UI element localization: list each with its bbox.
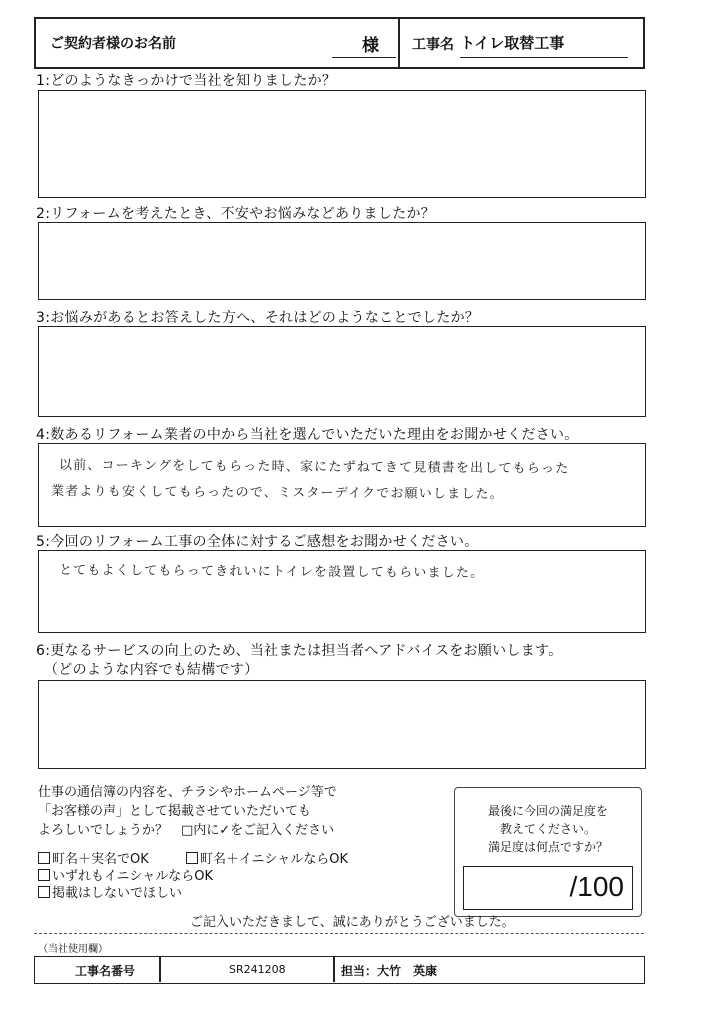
header-divider bbox=[398, 19, 400, 67]
permission-text bbox=[38, 783, 337, 840]
kouji-value: トイレ取替工事 bbox=[460, 34, 565, 52]
sama-label: 様 bbox=[362, 36, 379, 56]
satisfaction-prompt bbox=[455, 802, 641, 856]
cut-line bbox=[34, 933, 644, 934]
question-5-answer-line-1: とてもよくしてもらってきれいにトイレを設置してもらいました。 bbox=[58, 563, 485, 581]
office-use-table bbox=[34, 956, 645, 984]
permission-line-2: 「お客様の声」として掲載させていただいても bbox=[38, 804, 312, 819]
question-3-label: 3:お悩みがあるとお答えした方へ、それはどのようなことでしたか？ bbox=[36, 310, 480, 326]
question-4-answer-box[interactable] bbox=[38, 443, 646, 527]
option-town-initial-label: 町名＋イニシャルならOK bbox=[200, 852, 348, 867]
customer-header bbox=[34, 17, 645, 69]
question-3-answer-box[interactable] bbox=[38, 326, 646, 417]
footer-divider-1 bbox=[159, 957, 161, 982]
kouji-number-label: 工事名番号 bbox=[75, 964, 136, 978]
question-5-label: 5:今回のリフォーム工事の全体に対するご感想をお聞かせください。 bbox=[36, 534, 479, 550]
question-2-answer-box[interactable] bbox=[38, 222, 646, 300]
permission-line-1: 仕事の通信簿の内容を、チラシやホームページ等で bbox=[38, 785, 337, 800]
question-6-answer-box[interactable] bbox=[38, 680, 646, 769]
checkbox-town-initial[interactable] bbox=[186, 852, 198, 864]
option-real-name-label: 町名＋実名でOK bbox=[52, 852, 149, 867]
question-4-answer-line-1: 以前、コーキングをしてもらった時、家にたずねてきて見積書を出してもらった bbox=[58, 458, 570, 477]
customer-name-line bbox=[332, 57, 396, 58]
question-6-label: 6:更なるサービスの向上のため、当社または担当者へアドバイスをお願いします。 bbox=[36, 643, 563, 659]
thanks-message: ご記入いただきまして、誠にありがとうございました。 bbox=[190, 915, 515, 930]
question-4-answer-line-2: 業者よりも安くしてもらったので、ミスターデイクでお願いしました。 bbox=[50, 484, 505, 503]
satisfaction-line-3: 満足度は何点ですか？ bbox=[487, 840, 608, 854]
question-1-label: 1:どのようなきっかけで当社を知りましたか？ bbox=[36, 73, 337, 89]
question-1-answer-box[interactable] bbox=[38, 90, 646, 198]
permission-line-3: よろしいでしょうか？ □内に✓をご記入ください bbox=[38, 823, 335, 838]
kouji-line bbox=[460, 57, 628, 58]
footer-divider-2 bbox=[333, 957, 335, 982]
staff-in-charge: 担当：大竹 英康 bbox=[341, 964, 438, 978]
question-4-label: 4:数あるリフォーム業者の中から当社を選んでいただいた理由をお聞かせください。 bbox=[36, 427, 579, 443]
satisfaction-line-2: 教えてください。 bbox=[499, 822, 596, 836]
checkbox-initial-only[interactable] bbox=[38, 869, 50, 881]
kouji-label: 工事名 bbox=[412, 37, 454, 53]
option-no-publish[interactable] bbox=[38, 882, 182, 901]
office-use-label: （当社使用欄） bbox=[38, 944, 108, 955]
option-no-publish-label: 掲載はしないでほしい bbox=[52, 886, 183, 901]
checkbox-real-name[interactable] bbox=[38, 852, 50, 864]
option-initial-only-label: いずれもイニシャルならOK bbox=[52, 869, 213, 884]
checkbox-no-publish[interactable] bbox=[38, 886, 50, 898]
customer-name-label: ご契約者様のお名前 bbox=[50, 36, 176, 52]
satisfaction-panel bbox=[454, 787, 642, 917]
satisfaction-line-1: 最後に今回の満足度を bbox=[487, 804, 608, 818]
question-6-sublabel: （どのような内容でも結構です） bbox=[44, 662, 259, 678]
kouji-number-value: SR241208 bbox=[229, 963, 286, 976]
question-5-answer-box[interactable] bbox=[38, 550, 646, 633]
satisfaction-score-value: /100 bbox=[569, 871, 624, 902]
satisfaction-score-field[interactable] bbox=[463, 866, 633, 910]
question-2-label: 2:リフォームを考えたとき、不安やお悩みなどありましたか？ bbox=[36, 206, 436, 222]
